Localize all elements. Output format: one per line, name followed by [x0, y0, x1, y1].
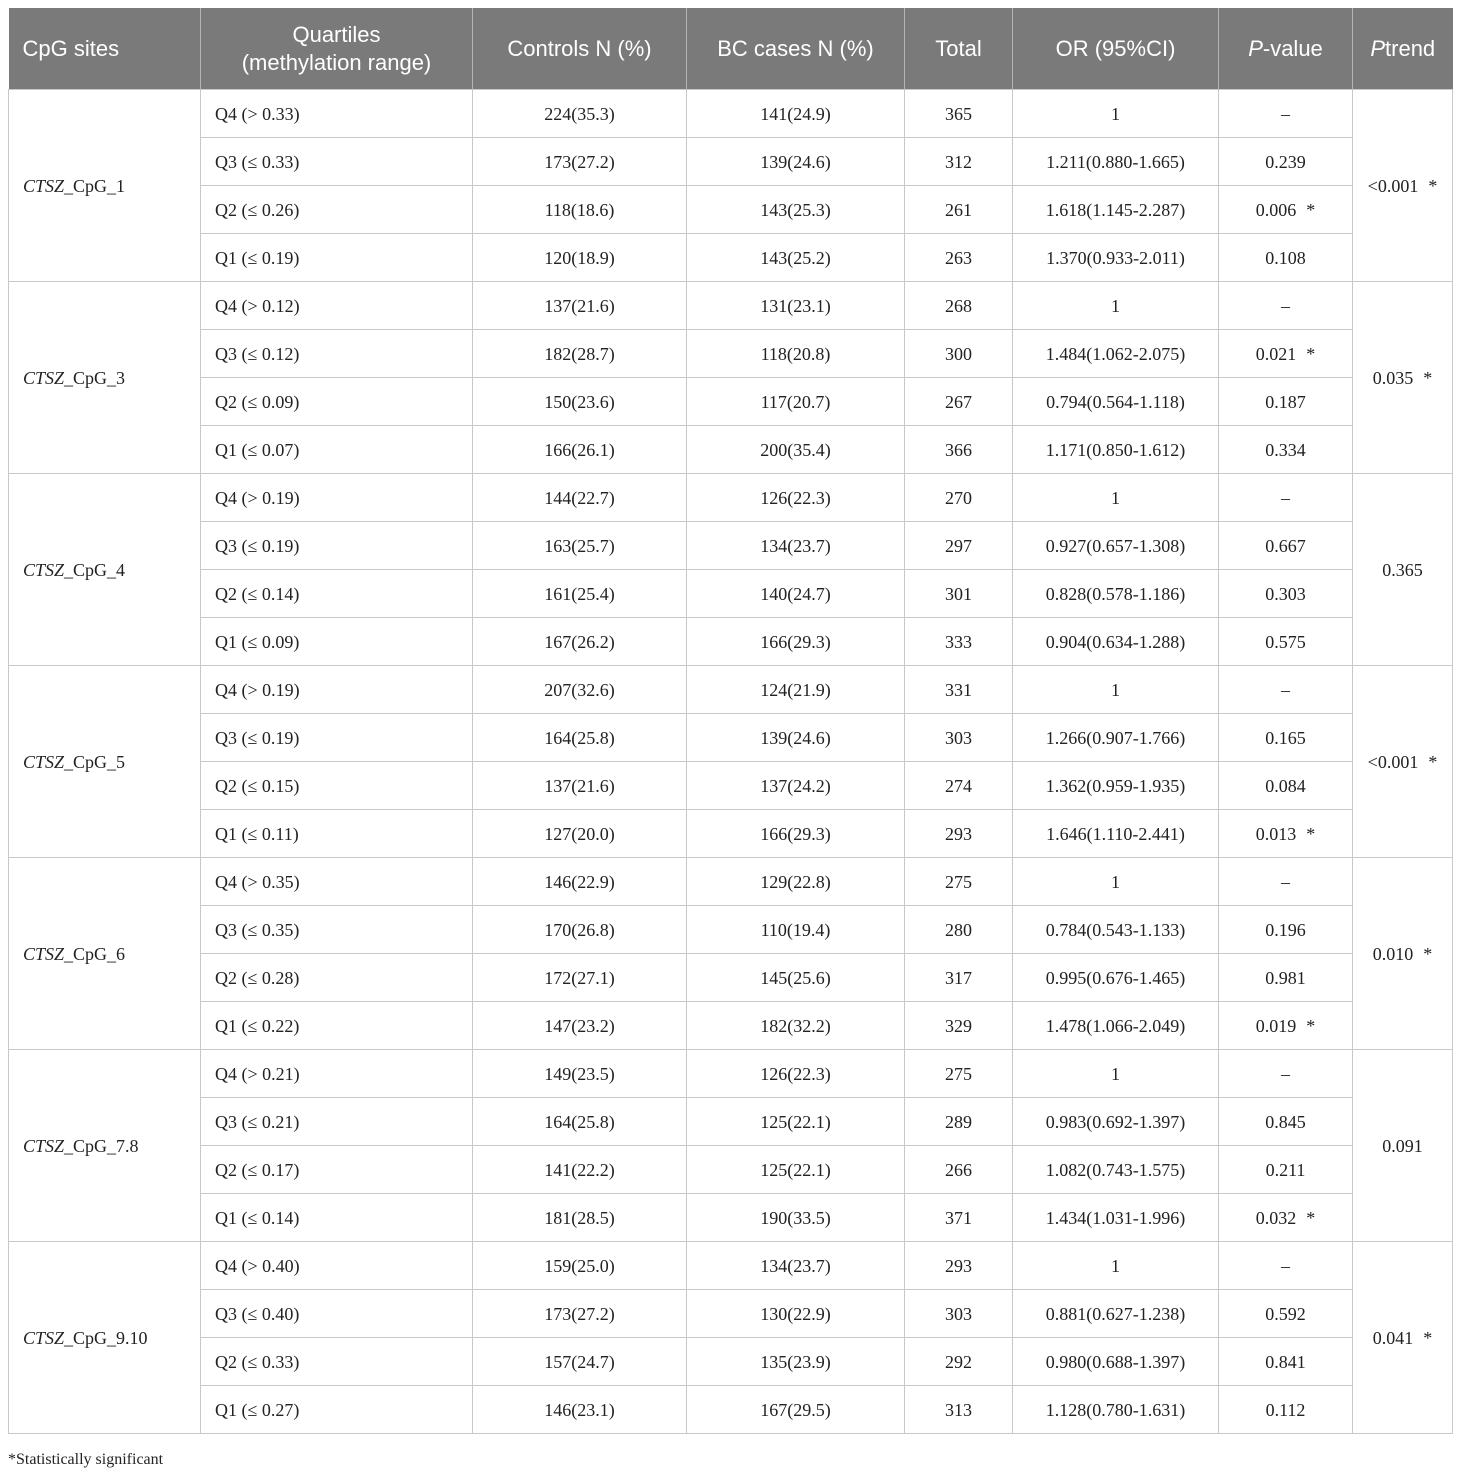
cell-or: 1.266(0.907-1.766) [1013, 714, 1219, 762]
cell-quartile: Q4 (> 0.19) [201, 666, 473, 714]
cell-or: 1.370(0.933-2.011) [1013, 234, 1219, 282]
table-row [9, 1146, 1453, 1194]
cell-controls: 118(18.6) [473, 186, 687, 234]
header-ptrend-rest: trend [1385, 35, 1436, 61]
cell-cases: 200(35.4) [687, 426, 905, 474]
table-row [9, 858, 1453, 906]
cell-quartile: Q1 (≤ 0.22) [201, 1002, 473, 1050]
pvalue-text: 0.239 [1265, 151, 1306, 172]
pvalue-text: 0.021 [1255, 343, 1297, 364]
table-row [9, 522, 1453, 570]
gene-name: CTSZ [23, 1135, 65, 1156]
cell-cases: 145(25.6) [687, 954, 905, 1002]
cell-cases: 143(25.2) [687, 234, 905, 282]
ptrend-text: <0.001 [1367, 751, 1419, 772]
cell-cases: 166(29.3) [687, 618, 905, 666]
cell-controls: 167(26.2) [473, 618, 687, 666]
cell-quartile: Q4 (> 0.40) [201, 1242, 473, 1290]
cell-quartile: Q2 (≤ 0.15) [201, 762, 473, 810]
table-row [9, 282, 1453, 330]
table-row [9, 1338, 1453, 1386]
cell-total: 275 [905, 858, 1013, 906]
header-pvalue-rest: -value [1262, 35, 1323, 61]
cell-cases: 166(29.3) [687, 810, 905, 858]
cell-or: 0.983(0.692-1.397) [1013, 1098, 1219, 1146]
cell-or: 1 [1013, 858, 1219, 906]
cell-ptrend [1353, 1242, 1453, 1434]
cell-total: 301 [905, 570, 1013, 618]
cell-quartile: Q2 (≤ 0.17) [201, 1146, 473, 1194]
cell-or: 1 [1013, 666, 1219, 714]
cell-cases: 141(24.9) [687, 90, 905, 138]
cell-or: 1 [1013, 90, 1219, 138]
cell-pvalue [1219, 1146, 1353, 1194]
pvalue-text: 0.013 [1255, 823, 1297, 844]
table-row [9, 426, 1453, 474]
pvalue-text: – [1281, 679, 1290, 700]
cell-total: 331 [905, 666, 1013, 714]
cell-total: 275 [905, 1050, 1013, 1098]
cell-total: 303 [905, 1290, 1013, 1338]
cell-pvalue [1219, 666, 1353, 714]
cell-controls: 147(23.2) [473, 1002, 687, 1050]
cell-cases: 118(20.8) [687, 330, 905, 378]
pvalue-text: 0.006 [1255, 199, 1297, 220]
pvalue-text: – [1281, 1255, 1290, 1276]
pvalue-text: 0.084 [1265, 775, 1306, 796]
cell-or: 1 [1013, 282, 1219, 330]
cell-controls: 182(28.7) [473, 330, 687, 378]
gene-name: CTSZ [23, 751, 65, 772]
gene-name: CTSZ [23, 559, 65, 580]
cell-controls: 137(21.6) [473, 762, 687, 810]
table-row [9, 234, 1453, 282]
cell-cases: 131(23.1) [687, 282, 905, 330]
cell-cases: 140(24.7) [687, 570, 905, 618]
cell-controls: 120(18.9) [473, 234, 687, 282]
site-suffix: _CpG_3 [64, 367, 126, 388]
cell-quartile: Q1 (≤ 0.14) [201, 1194, 473, 1242]
site-suffix: _CpG_1 [64, 175, 126, 196]
cell-pvalue [1219, 1290, 1353, 1338]
cell-or: 1.082(0.743-1.575) [1013, 1146, 1219, 1194]
cell-total: 317 [905, 954, 1013, 1002]
ptrend-text: <0.001 [1367, 175, 1419, 196]
cell-pvalue [1219, 90, 1353, 138]
cell-total: 329 [905, 1002, 1013, 1050]
cell-pvalue [1219, 234, 1353, 282]
cell-quartile: Q3 (≤ 0.40) [201, 1290, 473, 1338]
cell-total: 313 [905, 1386, 1013, 1434]
pvalue-text: 0.845 [1265, 1111, 1306, 1132]
significance-star: * [1428, 751, 1438, 772]
site-suffix: _CpG_4 [64, 559, 126, 580]
header-pvalue-italic: P [1248, 35, 1263, 61]
cell-pvalue [1219, 618, 1353, 666]
pvalue-text: 0.112 [1265, 1399, 1306, 1420]
cell-total: 289 [905, 1098, 1013, 1146]
table-row [9, 1050, 1453, 1098]
table-row [9, 1002, 1453, 1050]
cell-cases: 137(24.2) [687, 762, 905, 810]
pvalue-text: 0.667 [1265, 535, 1306, 556]
header-or: OR (95%CI) [1013, 8, 1219, 90]
cell-or: 1 [1013, 474, 1219, 522]
cell-total: 366 [905, 426, 1013, 474]
cell-quartile: Q2 (≤ 0.09) [201, 378, 473, 426]
cell-pvalue [1219, 378, 1353, 426]
table-row [9, 1386, 1453, 1434]
pvalue-text: – [1281, 871, 1290, 892]
cell-total: 270 [905, 474, 1013, 522]
cell-quartile: Q4 (> 0.33) [201, 90, 473, 138]
cell-controls: 150(23.6) [473, 378, 687, 426]
cell-cpg-site [9, 1050, 201, 1242]
pvalue-text: – [1281, 1063, 1290, 1084]
cell-or: 1.211(0.880-1.665) [1013, 138, 1219, 186]
cell-or: 1.618(1.145-2.287) [1013, 186, 1219, 234]
cell-cases: 125(22.1) [687, 1098, 905, 1146]
cell-or: 0.794(0.564-1.118) [1013, 378, 1219, 426]
cell-controls: 164(25.8) [473, 714, 687, 762]
pvalue-text: – [1281, 103, 1290, 124]
cell-ptrend [1353, 474, 1453, 666]
significance-star: * [1306, 1015, 1316, 1036]
cell-quartile: Q2 (≤ 0.26) [201, 186, 473, 234]
cell-cases: 143(25.3) [687, 186, 905, 234]
footnote-text: Statistically significant [16, 1451, 164, 1468]
cell-quartile: Q1 (≤ 0.27) [201, 1386, 473, 1434]
cell-or: 1 [1013, 1242, 1219, 1290]
cell-pvalue [1219, 1050, 1353, 1098]
cell-total: 293 [905, 1242, 1013, 1290]
cell-or: 0.927(0.657-1.308) [1013, 522, 1219, 570]
cell-controls: 224(35.3) [473, 90, 687, 138]
pvalue-text: 0.211 [1265, 1159, 1306, 1180]
cell-or: 0.980(0.688-1.397) [1013, 1338, 1219, 1386]
cell-cases: 190(33.5) [687, 1194, 905, 1242]
cell-cases: 139(24.6) [687, 714, 905, 762]
pvalue-text: 0.841 [1265, 1351, 1306, 1372]
cell-total: 365 [905, 90, 1013, 138]
cell-controls: 127(20.0) [473, 810, 687, 858]
cell-cases: 134(23.7) [687, 522, 905, 570]
cell-or: 1.434(1.031-1.996) [1013, 1194, 1219, 1242]
table-row [9, 810, 1453, 858]
table-row [9, 570, 1453, 618]
cell-quartile: Q2 (≤ 0.14) [201, 570, 473, 618]
table-header [9, 8, 1453, 90]
table-row [9, 1290, 1453, 1338]
significance-star: * [1423, 943, 1433, 964]
cell-quartile: Q1 (≤ 0.09) [201, 618, 473, 666]
table-row [9, 906, 1453, 954]
cell-cases: 126(22.3) [687, 1050, 905, 1098]
header-total: Total [905, 8, 1013, 90]
cell-controls: 149(23.5) [473, 1050, 687, 1098]
cell-cases: 139(24.6) [687, 138, 905, 186]
cell-or: 0.881(0.627-1.238) [1013, 1290, 1219, 1338]
cell-total: 267 [905, 378, 1013, 426]
cell-controls: 166(26.1) [473, 426, 687, 474]
cell-controls: 173(27.2) [473, 138, 687, 186]
header-pvalue [1219, 8, 1353, 90]
cell-controls: 173(27.2) [473, 1290, 687, 1338]
cell-total: 371 [905, 1194, 1013, 1242]
header-cases: BC cases N (%) [687, 8, 905, 90]
cell-cpg-site [9, 90, 201, 282]
significance-star: * [1306, 343, 1316, 364]
cell-or: 1.362(0.959-1.935) [1013, 762, 1219, 810]
header-ptrend [1353, 8, 1453, 90]
cell-pvalue [1219, 522, 1353, 570]
cell-controls: 157(24.7) [473, 1338, 687, 1386]
cell-total: 261 [905, 186, 1013, 234]
table-row [9, 666, 1453, 714]
cell-total: 293 [905, 810, 1013, 858]
table-row [9, 138, 1453, 186]
pvalue-text: 0.032 [1255, 1207, 1297, 1228]
cell-quartile: Q4 (> 0.19) [201, 474, 473, 522]
table-row [9, 330, 1453, 378]
cell-cases: 129(22.8) [687, 858, 905, 906]
pvalue-text: 0.108 [1265, 247, 1306, 268]
table-row [9, 186, 1453, 234]
cell-quartile: Q1 (≤ 0.07) [201, 426, 473, 474]
gene-name: CTSZ [23, 1327, 65, 1348]
ptrend-text: 0.035 [1372, 367, 1414, 388]
cell-pvalue [1219, 1242, 1353, 1290]
cell-controls: 172(27.1) [473, 954, 687, 1002]
cell-pvalue [1219, 906, 1353, 954]
table-row [9, 1242, 1453, 1290]
table-body [9, 90, 1453, 1434]
cell-total: 297 [905, 522, 1013, 570]
cell-controls: 146(22.9) [473, 858, 687, 906]
header-quartiles-line2: (methylation range) [241, 49, 432, 75]
cell-total: 303 [905, 714, 1013, 762]
cell-cpg-site [9, 666, 201, 858]
cell-quartile: Q4 (> 0.12) [201, 282, 473, 330]
significance-star: * [1428, 175, 1438, 196]
cell-pvalue [1219, 186, 1353, 234]
gene-name: CTSZ [23, 367, 65, 388]
cell-pvalue [1219, 282, 1353, 330]
cell-cases: 124(21.9) [687, 666, 905, 714]
cell-quartile: Q4 (> 0.35) [201, 858, 473, 906]
cell-controls: 181(28.5) [473, 1194, 687, 1242]
header-quartiles-line1: Quartiles [292, 21, 381, 47]
cell-total: 274 [905, 762, 1013, 810]
table-row [9, 1194, 1453, 1242]
table-row [9, 618, 1453, 666]
cell-pvalue [1219, 330, 1353, 378]
cell-cpg-site [9, 474, 201, 666]
pvalue-text: 0.019 [1255, 1015, 1297, 1036]
site-suffix: _CpG_6 [64, 943, 126, 964]
ptrend-text: 0.010 [1372, 943, 1414, 964]
table-row [9, 954, 1453, 1002]
cell-quartile: Q4 (> 0.21) [201, 1050, 473, 1098]
significance-star: * [1306, 199, 1316, 220]
cell-quartile: Q3 (≤ 0.19) [201, 522, 473, 570]
cell-controls: 207(32.6) [473, 666, 687, 714]
header-quartiles [201, 8, 473, 90]
header-row [9, 8, 1453, 90]
footnote [8, 1451, 163, 1469]
cell-pvalue [1219, 138, 1353, 186]
table-row [9, 1098, 1453, 1146]
cell-quartile: Q3 (≤ 0.12) [201, 330, 473, 378]
header-controls: Controls N (%) [473, 8, 687, 90]
gene-name: CTSZ [23, 943, 65, 964]
significance-star: * [1423, 367, 1433, 388]
cell-quartile: Q2 (≤ 0.33) [201, 1338, 473, 1386]
table-row [9, 90, 1453, 138]
cell-pvalue [1219, 1338, 1353, 1386]
cell-controls: 163(25.7) [473, 522, 687, 570]
cell-cases: 134(23.7) [687, 1242, 905, 1290]
cell-or: 0.828(0.578-1.186) [1013, 570, 1219, 618]
significance-star: * [1423, 1327, 1433, 1348]
cell-total: 333 [905, 618, 1013, 666]
cell-or: 1 [1013, 1050, 1219, 1098]
ptrend-text: 0.365 [1382, 559, 1423, 580]
cell-pvalue [1219, 1194, 1353, 1242]
cell-controls: 170(26.8) [473, 906, 687, 954]
table-row [9, 378, 1453, 426]
footnote-marker: * [8, 1451, 16, 1468]
cell-cases: 135(23.9) [687, 1338, 905, 1386]
pvalue-text: 0.303 [1265, 583, 1306, 604]
pvalue-text: 0.592 [1265, 1303, 1306, 1324]
cell-quartile: Q1 (≤ 0.11) [201, 810, 473, 858]
cell-or: 1.171(0.850-1.612) [1013, 426, 1219, 474]
cell-total: 263 [905, 234, 1013, 282]
cell-controls: 137(21.6) [473, 282, 687, 330]
cell-pvalue [1219, 810, 1353, 858]
table-row [9, 714, 1453, 762]
cell-ptrend [1353, 282, 1453, 474]
cell-quartile: Q1 (≤ 0.19) [201, 234, 473, 282]
cell-or: 1.484(1.062-2.075) [1013, 330, 1219, 378]
cell-or: 1.128(0.780-1.631) [1013, 1386, 1219, 1434]
cell-total: 280 [905, 906, 1013, 954]
cell-cpg-site [9, 282, 201, 474]
cell-quartile: Q2 (≤ 0.28) [201, 954, 473, 1002]
significance-star: * [1306, 1207, 1316, 1228]
cell-pvalue [1219, 954, 1353, 1002]
cell-cases: 110(19.4) [687, 906, 905, 954]
table-row [9, 762, 1453, 810]
ptrend-text: 0.041 [1372, 1327, 1414, 1348]
site-suffix: _CpG_5 [64, 751, 126, 772]
cell-quartile: Q3 (≤ 0.21) [201, 1098, 473, 1146]
pvalue-text: 0.575 [1265, 631, 1306, 652]
site-suffix: _CpG_7.8 [64, 1135, 139, 1156]
cell-cpg-site [9, 858, 201, 1050]
table-row [9, 474, 1453, 522]
cell-controls: 164(25.8) [473, 1098, 687, 1146]
pvalue-text: 0.334 [1265, 439, 1306, 460]
cell-pvalue [1219, 474, 1353, 522]
cell-ptrend [1353, 1050, 1453, 1242]
pvalue-text: 0.187 [1265, 391, 1306, 412]
cell-or: 1.478(1.066-2.049) [1013, 1002, 1219, 1050]
cell-pvalue [1219, 714, 1353, 762]
pvalue-text: 0.196 [1265, 919, 1306, 940]
cell-or: 0.784(0.543-1.133) [1013, 906, 1219, 954]
cell-quartile: Q3 (≤ 0.33) [201, 138, 473, 186]
pvalue-text: – [1281, 295, 1290, 316]
cell-pvalue [1219, 1098, 1353, 1146]
significance-star: * [1306, 823, 1316, 844]
cell-pvalue [1219, 570, 1353, 618]
cell-controls: 161(25.4) [473, 570, 687, 618]
cell-total: 266 [905, 1146, 1013, 1194]
cell-pvalue [1219, 1002, 1353, 1050]
cell-or: 0.995(0.676-1.465) [1013, 954, 1219, 1002]
cell-pvalue [1219, 858, 1353, 906]
header-cpg-sites: CpG sites [9, 8, 201, 90]
cell-total: 312 [905, 138, 1013, 186]
cell-cpg-site [9, 1242, 201, 1434]
cell-pvalue [1219, 426, 1353, 474]
cell-cases: 182(32.2) [687, 1002, 905, 1050]
header-ptrend-italic: P [1370, 35, 1386, 61]
gene-name: CTSZ [23, 175, 65, 196]
cell-pvalue [1219, 762, 1353, 810]
cell-quartile: Q3 (≤ 0.19) [201, 714, 473, 762]
pvalue-text: 0.981 [1265, 967, 1306, 988]
cell-total: 268 [905, 282, 1013, 330]
cell-controls: 144(22.7) [473, 474, 687, 522]
cell-ptrend [1353, 666, 1453, 858]
results-table [8, 8, 1453, 1434]
ptrend-text: 0.091 [1382, 1135, 1423, 1156]
cell-cases: 167(29.5) [687, 1386, 905, 1434]
cell-controls: 141(22.2) [473, 1146, 687, 1194]
cell-total: 300 [905, 330, 1013, 378]
cell-total: 292 [905, 1338, 1013, 1386]
site-suffix: _CpG_9.10 [64, 1327, 148, 1348]
cell-cases: 117(20.7) [687, 378, 905, 426]
cell-controls: 159(25.0) [473, 1242, 687, 1290]
cell-ptrend [1353, 90, 1453, 282]
cell-controls: 146(23.1) [473, 1386, 687, 1434]
cell-cases: 126(22.3) [687, 474, 905, 522]
cell-cases: 125(22.1) [687, 1146, 905, 1194]
pvalue-text: 0.165 [1265, 727, 1306, 748]
cell-quartile: Q3 (≤ 0.35) [201, 906, 473, 954]
pvalue-text: – [1281, 487, 1290, 508]
cell-or: 1.646(1.110-2.441) [1013, 810, 1219, 858]
cell-cases: 130(22.9) [687, 1290, 905, 1338]
cell-or: 0.904(0.634-1.288) [1013, 618, 1219, 666]
cell-pvalue [1219, 1386, 1353, 1434]
cell-ptrend [1353, 858, 1453, 1050]
